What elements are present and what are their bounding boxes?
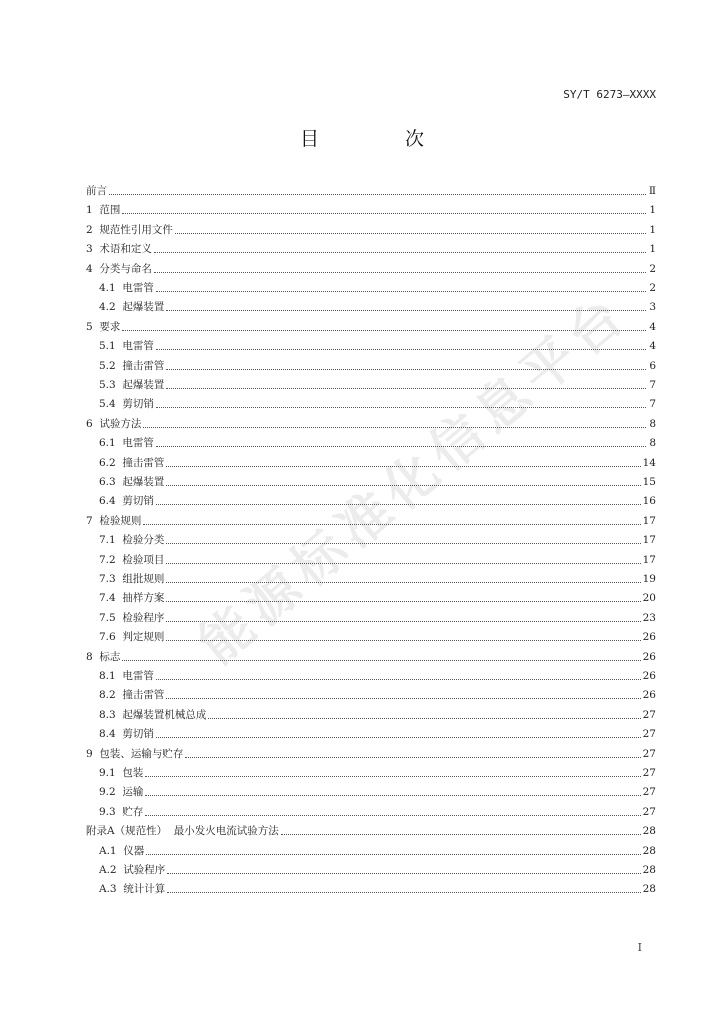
toc-entry-page: 28 [642, 883, 656, 896]
toc-leader-dots [156, 504, 641, 505]
toc-entry-page: 8 [649, 417, 656, 430]
toc-entry-label: 9.1 包装 [99, 767, 144, 779]
toc-entry[interactable] [99, 455, 656, 471]
toc-entry-page: 27 [642, 767, 656, 779]
toc-entry-page: 27 [642, 786, 656, 799]
toc-entry-page: 3 [649, 301, 656, 314]
toc-entry-page: 15 [642, 476, 656, 488]
toc-leader-dots [145, 795, 640, 796]
toc-entry[interactable] [99, 668, 656, 684]
toc-leader-dots [145, 776, 640, 777]
toc-entry-label: 5.4 剪切销 [99, 398, 154, 411]
toc-entry-page: 2 [649, 262, 656, 275]
toc-leader-dots [166, 563, 640, 564]
toc-leader-dots [166, 621, 640, 622]
toc-entry-label: 6 试验方法 [86, 417, 142, 430]
toc-entry[interactable] [99, 687, 656, 703]
toc-entry-label: 8.1 电雷管 [99, 670, 154, 682]
toc-entry-page: 27 [642, 747, 656, 760]
toc-entry[interactable] [99, 552, 656, 568]
toc-entry-label: 4 分类与命名 [86, 262, 152, 275]
standard-code: SY/T 6273—XXXX [563, 88, 656, 101]
toc-leader-dots [156, 737, 641, 738]
toc-leader-dots [175, 233, 646, 234]
toc-leader-dots [166, 388, 646, 389]
toc-entry-page: 26 [642, 631, 656, 644]
toc-entry[interactable] [99, 358, 656, 374]
toc-leader-dots [167, 873, 640, 874]
toc-entry-label: 4.1 电雷管 [99, 282, 154, 294]
toc-entry-page: 4 [649, 320, 656, 333]
toc-entry-label: A.3 统计计算 [99, 883, 166, 896]
toc-entry[interactable] [99, 804, 656, 820]
toc-leader-dots [122, 660, 640, 661]
toc-entry-page: 19 [642, 573, 656, 585]
toc-entry-page: 17 [642, 514, 656, 527]
toc-leader-dots [185, 757, 640, 758]
toc-leader-dots [166, 698, 640, 699]
toc-entry-label: 7.4 抽样方案 [99, 592, 165, 605]
toc-entry[interactable] [99, 707, 656, 723]
toc-entry-label: 3 术语和定义 [86, 243, 152, 256]
toc-entry[interactable] [99, 862, 656, 878]
toc-leader-dots [166, 466, 640, 467]
toc-entry[interactable] [99, 590, 656, 606]
toc-entry[interactable] [99, 726, 656, 742]
toc-entry-page: 23 [642, 611, 656, 624]
footer-page-number: I [637, 941, 642, 954]
toc-entry[interactable] [86, 823, 656, 839]
toc-entry-page: 17 [642, 553, 656, 566]
toc-entry-page: 4 [649, 340, 656, 353]
toc-leader-dots [109, 194, 646, 195]
toc-entry-label: 7.3 组批规则 [99, 573, 165, 585]
toc-entry[interactable] [99, 532, 656, 548]
toc-leader-dots [156, 679, 641, 680]
toc-entry-page: 7 [649, 379, 656, 391]
toc-leader-dots [143, 427, 646, 428]
toc-entry-label: 1 范围 [86, 204, 121, 217]
toc-entry-label: 6.1 电雷管 [99, 437, 154, 450]
toc-entry-label: 前言 [86, 185, 107, 197]
toc-leader-dots [122, 213, 646, 214]
toc-entry[interactable] [86, 746, 656, 762]
toc-entry[interactable] [86, 222, 656, 238]
toc-entry[interactable] [99, 784, 656, 800]
toc-entry-page: 1 [649, 223, 656, 236]
toc-entry[interactable] [86, 649, 656, 665]
toc-entry-label: 5.1 电雷管 [99, 340, 154, 353]
toc-entry-page: 27 [642, 708, 656, 721]
toc-entry-label: 5.3 起爆装置 [99, 379, 165, 391]
toc-entry[interactable] [99, 280, 656, 296]
toc-leader-dots [166, 310, 646, 311]
toc-entry-page: 1 [649, 243, 656, 256]
toc-entry-label: A.2 试验程序 [99, 864, 166, 876]
toc-entry-label: 7.2 检验项目 [99, 553, 165, 566]
toc-entry-page: 17 [642, 534, 656, 547]
toc-entry-label: 8.2 撞击雷管 [99, 689, 165, 702]
toc-entry-label: 7.1 检验分类 [99, 534, 165, 547]
toc-entry[interactable] [99, 474, 656, 490]
toc-entry-label: A.1 仪器 [99, 844, 145, 857]
toc-leader-dots [281, 834, 641, 835]
toc-entry-label: 9.3 贮存 [99, 805, 144, 818]
toc-entry-page: 6 [649, 359, 656, 372]
toc-entry-label: 5 要求 [86, 320, 121, 333]
toc-entry-label: 附录A（规范性） 最小发火电流试验方法 [86, 825, 279, 838]
toc-leader-dots [156, 446, 646, 447]
toc-entry-label: 8.4 剪切销 [99, 728, 154, 741]
toc-leader-dots [166, 485, 640, 486]
toc-entry-label: 7.5 检验程序 [99, 611, 165, 624]
toc-entry-page: 28 [642, 864, 656, 876]
toc-leader-dots [166, 640, 640, 641]
watermark: 能源标准化信息平台 [188, 282, 641, 676]
toc-entry-page: 16 [642, 495, 656, 508]
toc-entry[interactable] [99, 881, 656, 897]
toc-entry-page: 2 [649, 282, 656, 294]
toc-entry[interactable] [86, 416, 656, 432]
toc-entry-label: 8.3 起爆装置机械总成 [99, 708, 207, 721]
toc-entry[interactable] [99, 843, 656, 859]
toc-entry-label: 6.4 剪切销 [99, 495, 154, 508]
toc-leader-dots [143, 524, 640, 525]
toc-leader-dots [166, 601, 640, 602]
toc-entry-page: 26 [642, 670, 656, 682]
toc-entry[interactable] [99, 493, 656, 509]
toc-entry[interactable] [99, 629, 656, 645]
toc-leader-dots [156, 407, 646, 408]
toc-entry[interactable] [86, 202, 656, 218]
toc-entry-page: 28 [642, 844, 656, 857]
toc-entry-page: 26 [642, 689, 656, 702]
toc-entry[interactable] [86, 319, 656, 335]
toc-leader-dots [208, 718, 640, 719]
toc-leader-dots [154, 272, 646, 273]
toc-entry[interactable] [99, 338, 656, 354]
toc-entry-label: 7.6 判定规则 [99, 631, 165, 644]
toc-leader-dots [145, 815, 640, 816]
toc-entry[interactable] [86, 183, 656, 199]
toc-entry-label: 2 规范性引用文件 [86, 223, 173, 236]
toc-entry[interactable] [99, 765, 656, 781]
toc-entry[interactable] [99, 299, 656, 315]
toc-entry[interactable] [99, 396, 656, 412]
toc-entry-page: Ⅱ [648, 185, 656, 197]
toc-entry-page: 27 [642, 728, 656, 741]
toc-entry-page: 26 [642, 650, 656, 663]
toc-leader-dots [154, 252, 646, 253]
toc-entry-page: 7 [649, 398, 656, 411]
toc-entry-page: 1 [649, 204, 656, 217]
toc-entry-label: 9 包装、运输与贮存 [86, 747, 184, 760]
toc-entry[interactable] [99, 571, 656, 587]
toc-entry[interactable] [99, 377, 656, 393]
toc-entry-label: 6.2 撞击雷管 [99, 456, 165, 469]
toc-entry-page: 27 [642, 805, 656, 818]
toc-entry-label: 7 检验规则 [86, 514, 142, 527]
toc-entry-label: 5.2 撞击雷管 [99, 359, 165, 372]
toc-entry-label: 6.3 起爆装置 [99, 476, 165, 488]
toc-entry-label: 8 标志 [86, 650, 121, 663]
toc-entry[interactable] [86, 513, 656, 529]
page-title: 目 次 [299, 128, 465, 150]
toc-entry-page: 8 [649, 437, 656, 450]
toc-entry-label: 9.2 运输 [99, 786, 144, 799]
toc-entry[interactable] [99, 435, 656, 451]
toc-entry-page: 14 [642, 456, 656, 469]
toc-leader-dots [166, 369, 646, 370]
toc-leader-dots [166, 582, 640, 583]
toc-entry-label: 4.2 起爆装置 [99, 301, 165, 314]
toc-leader-dots [156, 349, 646, 350]
toc-leader-dots [156, 291, 646, 292]
toc-entry[interactable] [99, 610, 656, 626]
toc-entry[interactable] [86, 261, 656, 277]
toc-leader-dots [166, 543, 640, 544]
toc-entry-page: 28 [642, 825, 656, 838]
toc-entry-page: 20 [642, 592, 656, 605]
toc-leader-dots [146, 854, 640, 855]
toc-leader-dots [167, 892, 640, 893]
toc-entry[interactable] [86, 241, 656, 257]
toc-leader-dots [122, 330, 646, 331]
